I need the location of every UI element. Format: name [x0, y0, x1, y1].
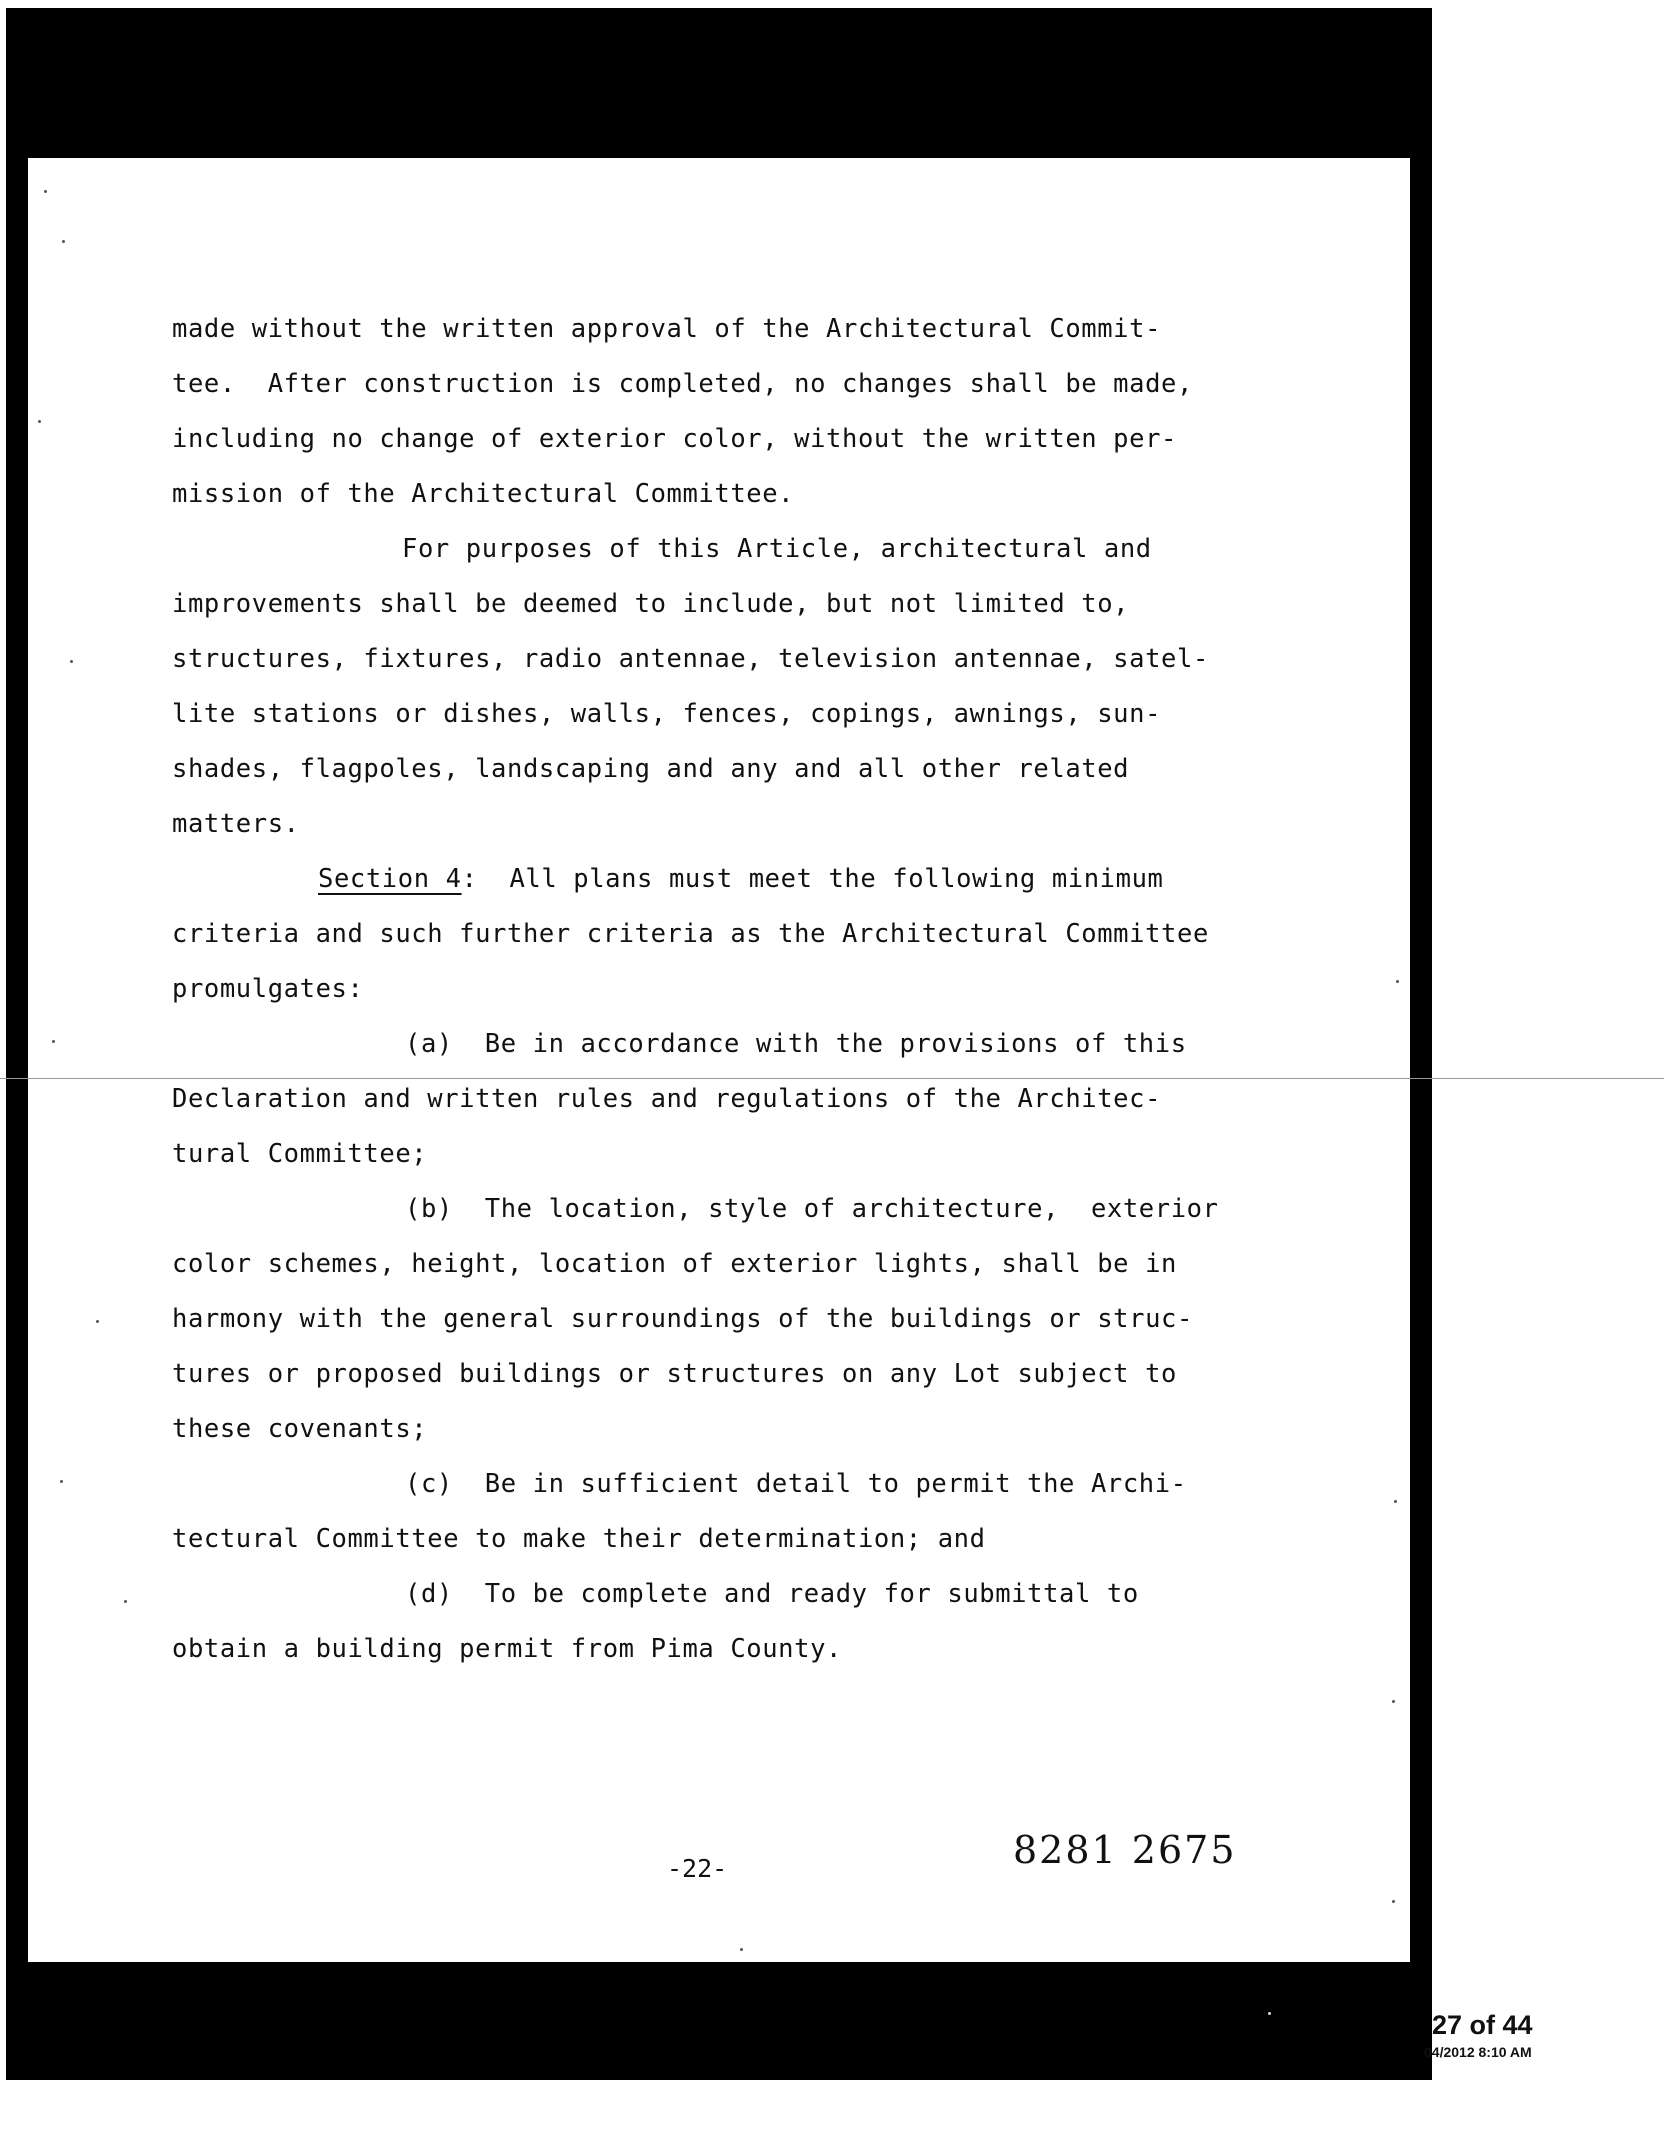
scan-speck	[124, 1600, 127, 1603]
document-line: tee. After construction is completed, no changes shall be made,	[172, 369, 1193, 399]
scan-speck	[44, 190, 47, 193]
scan-speck	[1392, 1700, 1395, 1703]
criteria-item-b: (b) The location, style of architecture, exterior	[405, 1194, 1219, 1224]
criteria-item-c: (c) Be in sufficient detail to permit the Archi-	[405, 1469, 1187, 1499]
scan-speck	[60, 1480, 63, 1483]
document-line: shades, flagpoles, landscaping and any and all other related	[172, 754, 1130, 784]
scan-speck	[62, 240, 65, 243]
criteria-item-a: (a) Be in accordance with the provisions of this	[405, 1029, 1187, 1059]
page-number: -22-	[667, 1854, 728, 1883]
document-line: matters.	[172, 809, 300, 839]
document-line: promulgates:	[172, 974, 364, 1004]
section-colon: :	[461, 864, 510, 894]
document-line: including no change of exterior color, without the written per-	[172, 424, 1177, 454]
scan-speck	[1394, 1500, 1397, 1503]
section-4-heading-line	[172, 852, 1252, 907]
scan-speck	[1268, 2012, 1271, 2015]
document-line: harmony with the general surroundings of the buildings or struc-	[172, 1304, 1193, 1334]
document-line: made without the written approval of the Architectural Commit-	[172, 314, 1162, 344]
document-line: lite stations or dishes, walls, fences, copings, awnings, sun-	[172, 699, 1162, 729]
document-line: tural Committee;	[172, 1139, 428, 1169]
document-line: these covenants;	[172, 1414, 428, 1444]
section-label: Section 4	[318, 864, 462, 894]
page-counter: 27 of 44	[1432, 2010, 1533, 2040]
scan-speck	[1392, 1900, 1395, 1903]
recording-number: 8281 2675	[1013, 1828, 1237, 1872]
criteria-item-d: (d) To be complete and ready for submittal to	[405, 1579, 1139, 1609]
document-line: mission of the Architectural Committee.	[172, 479, 795, 509]
document-line: tectural Committee to make their determination; and	[172, 1524, 986, 1554]
scan-speck	[70, 660, 73, 663]
document-line: criteria and such further criteria as the Architectural Committee	[172, 919, 1209, 949]
scan-speck	[1396, 980, 1399, 983]
document-line: tures or proposed buildings or structures on any Lot subject to	[172, 1359, 1177, 1389]
document-line: For purposes of this Article, architectural and	[402, 534, 1152, 564]
document-line: structures, fixtures, radio antennae, television antennae, satel-	[172, 644, 1209, 674]
scan-speck	[38, 420, 41, 423]
scan-speck	[96, 1320, 99, 1323]
print-timestamp: 04/2012 8:10 AM	[1424, 2044, 1532, 2060]
document-line: improvements shall be deemed to include, but not limited to,	[172, 589, 1130, 619]
document-body	[172, 302, 1252, 1677]
document-line: obtain a building permit from Pima County.	[172, 1634, 842, 1664]
document-line: Declaration and written rules and regulations of the Architec-	[172, 1084, 1162, 1114]
scan-speck	[740, 1948, 743, 1951]
document-line: color schemes, height, location of exterior lights, shall be in	[172, 1249, 1177, 1279]
document-line-text: All plans must meet the following minimum	[509, 864, 1164, 894]
scan-speck	[52, 1040, 55, 1043]
